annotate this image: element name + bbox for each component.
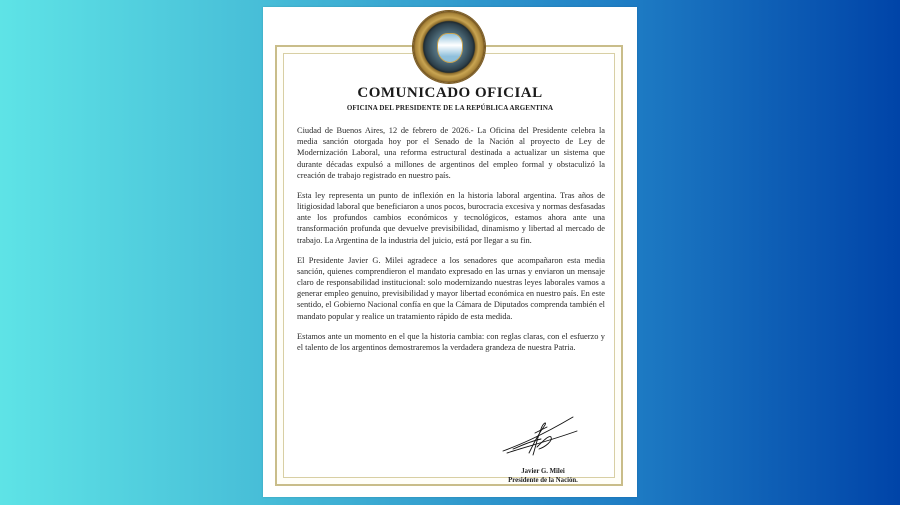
signer-name: Javier G. Milei: [521, 468, 565, 475]
signer-title: Presidente de la Nación.: [508, 476, 578, 484]
presidential-seal-icon: [413, 11, 485, 83]
handwritten-signature-icon: [499, 411, 579, 461]
document-subtitle: OFICINA DEL PRESIDENTE DE LA REPÚBLICA ARGENTINA: [346, 104, 554, 112]
document-title: COMUNICADO OFICIAL: [357, 85, 543, 101]
signer-block: [493, 468, 593, 485]
paragraph-1: Ciudad de Buenos Aires, 12 de febrero de 2026.- La Oficina del Presidente celebra la media sanción otorgada hoy por el Senado de la Nación al proyecto de Ley de Modernización Laboral, una reforma estructural destinada a actualizar un sistema que durante décadas expulsó a millones de argentinos del empleo formal y obstaculizó la creación de trabajo registrado en nuestro país.: [297, 126, 605, 180]
paragraph-4: Estamos ante un momento en el que la historia cambia: con reglas claras, con el esfuerzo y el talento de los argentinos demostraremos la verdadera grandeza de nuestra Patria.: [297, 331, 605, 352]
document-body: [297, 125, 605, 362]
paragraph-2: Esta ley representa un punto de inflexión en la historia laboral argentina. Tras años de litigiosidad laboral que beneficiaron a unos pocos, burocracia excesiva y normas desfasadas ante los profundos cambios económicos y tecnológicos, estamos ahora ante una transformación profunda que devuelve previsibilidad, dinamismo y libertad al mercado de trabajo. La Argentina de la industria del juicio, está por llegar a su fin.: [297, 190, 605, 245]
paragraph-3: El Presidente Javier G. Milei agradece a los senadores que acompañaron esta media sanción, quienes comprendieron el mandato expresado en las urnas y enviaron un mensaje claro de responsabilidad institucional: solo modernizando nuestras leyes laborales vamos a generar empleo genuino, previsibilidad y mayor libertad económica en nuestro país. En este sentido, el Gobierno Nacional confía en que la Cámara de Diputados comprenda también el mandato popular y realice un tratamiento rápido de esta medida.: [297, 255, 605, 321]
official-communique-page: [263, 7, 637, 497]
seal-shield-icon: [437, 33, 463, 63]
